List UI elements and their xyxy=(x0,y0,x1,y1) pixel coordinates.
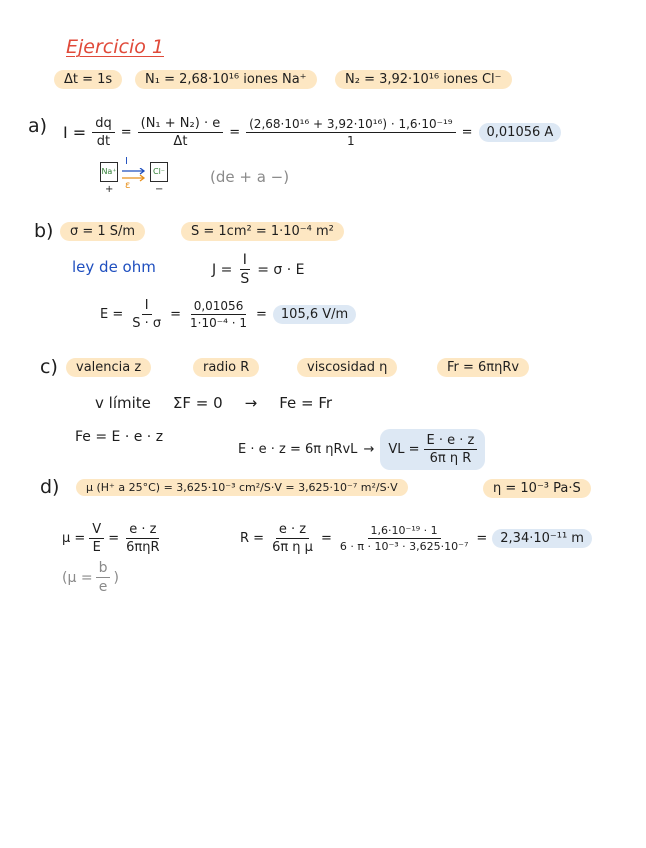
given-area: S = 1cm² = 1·10⁻⁴ m² xyxy=(181,222,344,241)
given-dt: Δt = 1s xyxy=(54,70,122,89)
j-fraction xyxy=(237,252,252,287)
n-denominator: Δt xyxy=(173,134,188,149)
vl-fraction xyxy=(424,433,478,466)
equals: = xyxy=(229,125,241,140)
equals: = xyxy=(120,125,132,140)
e-lhs: E = xyxy=(100,307,124,322)
r-den: 6π η μ xyxy=(272,540,313,555)
part-a-result: 0,01056 A xyxy=(479,123,562,142)
mu-num1: V xyxy=(89,522,104,539)
j-lhs: J = xyxy=(212,261,233,278)
arrow-icon: → xyxy=(244,394,258,412)
mu-fraction-2 xyxy=(123,522,162,555)
r-fraction xyxy=(269,522,316,555)
balance: E · e · z = 6π ηRvL xyxy=(238,442,358,457)
part-b-result: 105,6 V/m xyxy=(273,305,356,324)
note-num: b xyxy=(96,560,111,578)
cl-box: Cl⁻ xyxy=(150,162,168,182)
part-a-equation xyxy=(63,116,561,149)
direction-note: (de + a −) xyxy=(210,168,290,186)
arrow-label-e: ε xyxy=(125,180,131,191)
mu-den2: 6πηR xyxy=(126,540,160,555)
fe-equation: Fe = E · e · z xyxy=(75,429,164,445)
given-sigma: σ = 1 S/m xyxy=(60,222,145,241)
mu-den1: E xyxy=(92,540,101,555)
given-viscosidad: viscosidad η xyxy=(297,358,397,377)
equals: = xyxy=(170,307,182,322)
mu-note xyxy=(62,560,119,595)
part-d-result: 2,34·10⁻¹¹ m xyxy=(492,529,592,548)
vl-lhs: VL = xyxy=(388,442,420,457)
part-c-label: c) xyxy=(40,356,58,378)
value-numerator: (2,68·10¹⁶ + 3,92·10¹⁶) · 1,6·10⁻¹⁹ xyxy=(246,117,455,133)
r-vnum: 1,6·10⁻¹⁹ · 1 xyxy=(368,524,441,539)
sign-minus: − xyxy=(155,184,164,195)
dq-dt-fraction xyxy=(92,116,115,149)
value-fraction xyxy=(246,117,455,148)
mu-lhs: μ = xyxy=(62,531,86,546)
note-fraction xyxy=(96,560,111,595)
part-b-label: b) xyxy=(34,220,54,242)
vl-den: 6π η R xyxy=(429,451,472,466)
r-vden: 6 · π · 10⁻³ · 3,625·10⁻⁷ xyxy=(339,540,469,553)
arrow-label-i: I xyxy=(125,156,128,167)
part-a-label: a) xyxy=(28,115,48,137)
mu-equation xyxy=(62,522,162,555)
sign-plus: + xyxy=(105,184,114,195)
ion-diagram xyxy=(100,156,180,200)
equals: = xyxy=(476,531,488,546)
mu-fraction-1 xyxy=(89,522,104,555)
fe-fr: Fe = Fr xyxy=(279,394,333,412)
v-limite: v límite xyxy=(95,394,151,412)
part-d-label: d) xyxy=(40,476,60,498)
vl-num: E · e · z xyxy=(424,433,478,450)
r-num: e · z xyxy=(276,522,309,539)
j-rhs: = σ · E xyxy=(257,261,305,278)
given-mu: μ (H⁺ a 25°C) = 3,625·10⁻³ cm²/S·V = 3,625·10⁻⁷ m²/S·V xyxy=(76,479,408,496)
note-lhs: (μ = xyxy=(62,569,93,586)
dq: dq xyxy=(92,116,115,133)
r-lhs: R = xyxy=(240,531,265,546)
e-num: I xyxy=(142,298,152,315)
vl-result xyxy=(380,429,485,470)
arrow-icon: → xyxy=(363,442,375,457)
e-vnum: 0,01056 xyxy=(191,299,247,315)
given-eta: η = 10⁻³ Pa·S xyxy=(483,479,591,498)
ohm-equation xyxy=(212,252,304,287)
equals: = xyxy=(320,531,332,546)
given-fr: Fr = 6πηRv xyxy=(437,358,529,377)
j-den: S xyxy=(240,271,250,287)
sum-f: ΣF = 0 xyxy=(172,394,223,412)
mu-num2: e · z xyxy=(126,522,159,539)
current-lhs: I = xyxy=(63,123,87,142)
given-n1: N₁ = 2,68·10¹⁶ iones Na⁺ xyxy=(135,70,317,89)
limit-line xyxy=(95,394,332,412)
given-valencia: valencia z xyxy=(66,358,151,377)
value-denominator: 1 xyxy=(347,134,355,148)
n-numerator: (N₁ + N₂) · e xyxy=(138,116,224,133)
e-den: S · σ xyxy=(132,316,162,331)
na-box: Na⁺ xyxy=(100,162,118,182)
j-num: I xyxy=(240,252,250,270)
e-vden: 1·10⁻⁴ · 1 xyxy=(190,316,247,330)
dt: dt xyxy=(96,134,111,149)
e-fraction xyxy=(129,298,164,331)
balance-equation xyxy=(238,429,485,470)
r-value-fraction xyxy=(337,524,472,553)
ohm-law-label: ley de ohm xyxy=(72,258,156,276)
page-title: Ejercicio 1 xyxy=(66,36,164,58)
equals: = xyxy=(108,531,120,546)
radius-equation xyxy=(240,522,592,555)
note-den: e xyxy=(98,579,108,595)
equals: = xyxy=(256,307,267,322)
note-rhs: ) xyxy=(113,569,119,586)
equals: = xyxy=(461,125,473,140)
field-equation xyxy=(100,298,356,331)
n-fraction xyxy=(138,116,224,149)
given-radio: radio R xyxy=(193,358,259,377)
given-n2: N₂ = 3,92·10¹⁶ iones Cl⁻ xyxy=(335,70,512,89)
e-value-fraction xyxy=(187,299,250,330)
